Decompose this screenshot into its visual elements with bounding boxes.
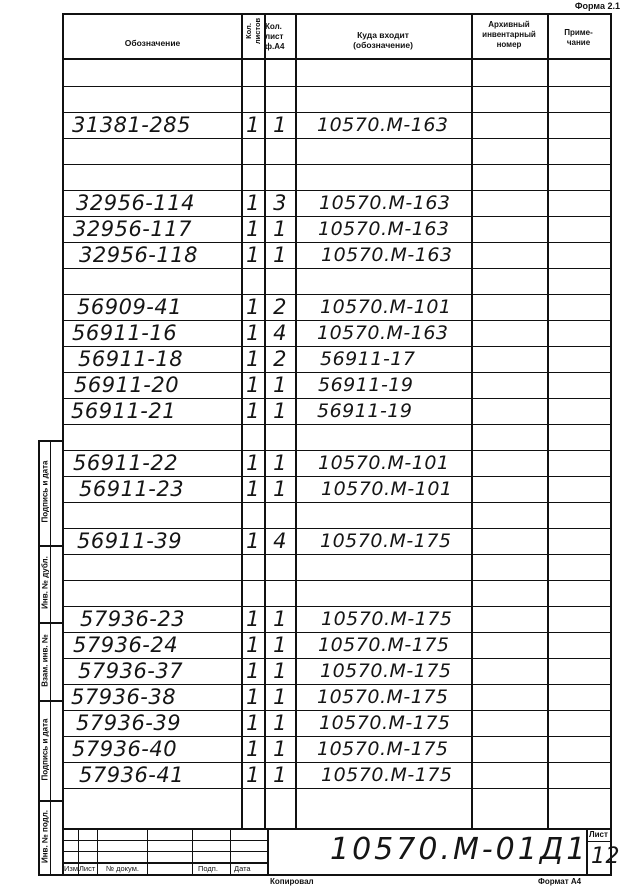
- row-goes-into: 10570.М-175: [320, 530, 452, 552]
- row-sheets: 1: [246, 217, 260, 241]
- side-label-sign-date-top: Подпись и дата: [40, 460, 50, 523]
- row-sheets: 1: [246, 347, 260, 371]
- row-a4: 4: [273, 321, 287, 345]
- row-goes-into: 10570.М-101: [321, 478, 453, 500]
- row-a4: 1: [273, 373, 287, 397]
- title-block-row2: [62, 851, 267, 852]
- row-designation: 56911-23: [79, 477, 185, 501]
- row-goes-into: 10570.М-175: [317, 686, 449, 708]
- header-goes-into-line2: (обозначение): [353, 40, 413, 50]
- side-label-inv-dup: Инв. № дубл.: [40, 556, 50, 609]
- table-row: [0, 216, 634, 242]
- row-a4: 1: [273, 607, 287, 631]
- footer-format: Формат А4: [538, 877, 582, 886]
- row-designation: 56911-20: [74, 373, 180, 397]
- row-goes-into: 10570.М-175: [320, 660, 452, 682]
- row-a4: 1: [273, 659, 287, 683]
- header-a4-count: [265, 22, 295, 52]
- row-sheets: 1: [246, 451, 260, 475]
- row-sheets: 1: [246, 477, 260, 501]
- side-col-left: [38, 440, 40, 876]
- frame-bottom: [38, 874, 612, 876]
- header-a4-line1: Кол.: [265, 22, 282, 31]
- table-row: [0, 320, 634, 346]
- sheet-number: 12: [591, 844, 620, 869]
- table-row: [0, 710, 634, 736]
- row-sheets: 1: [246, 607, 260, 631]
- header-a4-line3: ф.А4: [265, 42, 285, 51]
- tb-col-data: [230, 828, 231, 875]
- footer-copied: Копировал: [270, 877, 314, 886]
- table-row: [0, 762, 634, 788]
- header-designation: Обозначение: [124, 38, 181, 48]
- header-archive-line2: инвентарный: [482, 30, 536, 39]
- row-a4: 1: [273, 217, 287, 241]
- table-row: [0, 398, 634, 424]
- row-designation: 57936-40: [72, 737, 178, 761]
- row-designation: 57936-38: [71, 685, 177, 709]
- row-designation: 32956-118: [79, 243, 198, 267]
- row-goes-into: 10570.М-101: [320, 296, 452, 318]
- row-a4: 1: [273, 763, 287, 787]
- table-row: [0, 554, 634, 580]
- table-row: [0, 684, 634, 710]
- header-goes-into-line1: Куда входит: [357, 30, 409, 40]
- header-archive: [471, 20, 547, 50]
- row-sheets: 1: [246, 243, 260, 267]
- table-row: [0, 372, 634, 398]
- table-row: [0, 112, 634, 138]
- form-label: Форма 2.1: [574, 1, 620, 11]
- tb-label-izm: Изм: [64, 864, 78, 873]
- row-a4: 2: [273, 347, 287, 371]
- row-designation: 56911-22: [73, 451, 179, 475]
- row-a4: 1: [273, 633, 287, 657]
- row-designation: 56911-39: [77, 529, 183, 553]
- row-designation: 56911-18: [78, 347, 184, 371]
- header-sheets-count-line1: Кол.: [244, 23, 253, 39]
- row-a4: 1: [273, 243, 287, 267]
- tb-col-doc: [147, 828, 148, 875]
- row-goes-into: 10570.М-163: [317, 322, 449, 344]
- row-goes-into: 10570.М-163: [318, 218, 450, 240]
- row-a4: 3: [273, 191, 287, 215]
- table-row: [0, 164, 634, 190]
- table-row: [0, 606, 634, 632]
- table-row: [0, 86, 634, 112]
- frame-top: [62, 13, 612, 15]
- table-row: [0, 580, 634, 606]
- row-a4: 1: [273, 113, 287, 137]
- tb-sheet-label: Лист: [589, 830, 608, 839]
- side-label-inv-orig: Инв. № подл.: [40, 809, 50, 864]
- tb-col-list: [97, 828, 98, 875]
- row-a4: 4: [273, 529, 287, 553]
- row-designation: 32956-114: [76, 191, 195, 215]
- row-sheets: 1: [246, 737, 260, 761]
- table-row: [0, 450, 634, 476]
- row-goes-into: 10570.М-175: [319, 712, 451, 734]
- row-a4: 1: [273, 711, 287, 735]
- row-designation: 57936-24: [73, 633, 179, 657]
- table-row: [0, 294, 634, 320]
- row-sheets: 1: [246, 529, 260, 553]
- table-row: [0, 476, 634, 502]
- row-sheets: 1: [246, 633, 260, 657]
- header-a4-line2: лист: [265, 32, 284, 41]
- row-a4: 1: [273, 737, 287, 761]
- row-sheets: 1: [246, 191, 260, 215]
- table-row: [0, 268, 634, 294]
- row-a4: 1: [273, 685, 287, 709]
- row-designation: 57936-41: [79, 763, 185, 787]
- row-a4: 1: [273, 477, 287, 501]
- row-goes-into: 10570.М-175: [321, 608, 453, 630]
- table-row: [0, 658, 634, 684]
- row-designation: 56911-16: [72, 321, 178, 345]
- table-row: [0, 502, 634, 528]
- header-archive-line1: Архивный: [488, 20, 530, 29]
- table-row: [0, 190, 634, 216]
- table-row: [0, 138, 634, 164]
- row-designation: 57936-39: [76, 711, 182, 735]
- tb-label-list: Лист: [79, 864, 96, 873]
- row-designation: 57936-37: [78, 659, 184, 683]
- table-row: [0, 424, 634, 450]
- table-row: [0, 242, 634, 268]
- table-row: [0, 632, 634, 658]
- row-sheets: 1: [246, 659, 260, 683]
- header-note: [547, 28, 610, 48]
- tb-col-main: [267, 828, 269, 875]
- tb-col-podp: [192, 828, 193, 875]
- header-sheets-count-line2: листов: [253, 17, 262, 45]
- table-row: [0, 528, 634, 554]
- row-sheets: 1: [246, 711, 260, 735]
- row-sheets: 1: [246, 763, 260, 787]
- row-goes-into: 56911-17: [320, 348, 416, 370]
- title-block-top: [62, 828, 612, 830]
- header-archive-line3: номер: [496, 40, 522, 49]
- table-row: [0, 736, 634, 762]
- row-goes-into: 10570.М-175: [321, 764, 453, 786]
- side-label-sign-date-bottom: Подпись и дата: [40, 718, 50, 781]
- document-code: 10570.М-01Д1: [330, 832, 589, 867]
- row-designation: 57936-23: [80, 607, 186, 631]
- row-designation: 31381-285: [72, 113, 191, 137]
- header-note-line1: Приме-: [564, 28, 593, 37]
- row-sheets: 1: [246, 373, 260, 397]
- row-goes-into: 10570.М-163: [319, 192, 451, 214]
- tb-sheet-div: [586, 841, 611, 842]
- title-block-row1: [62, 840, 267, 841]
- table-row: [0, 60, 634, 86]
- row-sheets: 1: [246, 685, 260, 709]
- header-note-line2: чание: [566, 38, 591, 47]
- row-a4: 1: [273, 399, 287, 423]
- side-col-mid: [50, 440, 51, 876]
- tb-label-doc: № докум.: [106, 864, 139, 873]
- table-row: [0, 346, 634, 372]
- row-sheets: 1: [246, 295, 260, 319]
- row-goes-into: 10570.М-163: [321, 244, 453, 266]
- row-designation: 32956-117: [73, 217, 192, 241]
- row-sheets: 1: [246, 321, 260, 345]
- header-goes-into: [295, 30, 471, 50]
- row-designation: 56911-21: [71, 399, 177, 423]
- tb-label-podp: Подп.: [198, 864, 218, 873]
- row-goes-into: 10570.М-101: [318, 452, 450, 474]
- side-label-vzam-inv: Взам. инв. №: [40, 634, 50, 687]
- row-goes-into: 10570.М-175: [318, 634, 450, 656]
- row-goes-into: 56911-19: [318, 374, 414, 396]
- header-sheets-count: [244, 12, 262, 50]
- row-goes-into: 10570.М-175: [317, 738, 449, 760]
- row-goes-into: 56911-19: [317, 400, 413, 422]
- row-a4: 2: [273, 295, 287, 319]
- row-designation: 56909-41: [77, 295, 183, 319]
- row-a4: 1: [273, 451, 287, 475]
- row-goes-into: 10570.М-163: [317, 114, 449, 136]
- row-sheets: 1: [246, 399, 260, 423]
- row-sheets: 1: [246, 113, 260, 137]
- tb-label-data: Дата: [234, 864, 251, 873]
- row-line: [62, 788, 612, 789]
